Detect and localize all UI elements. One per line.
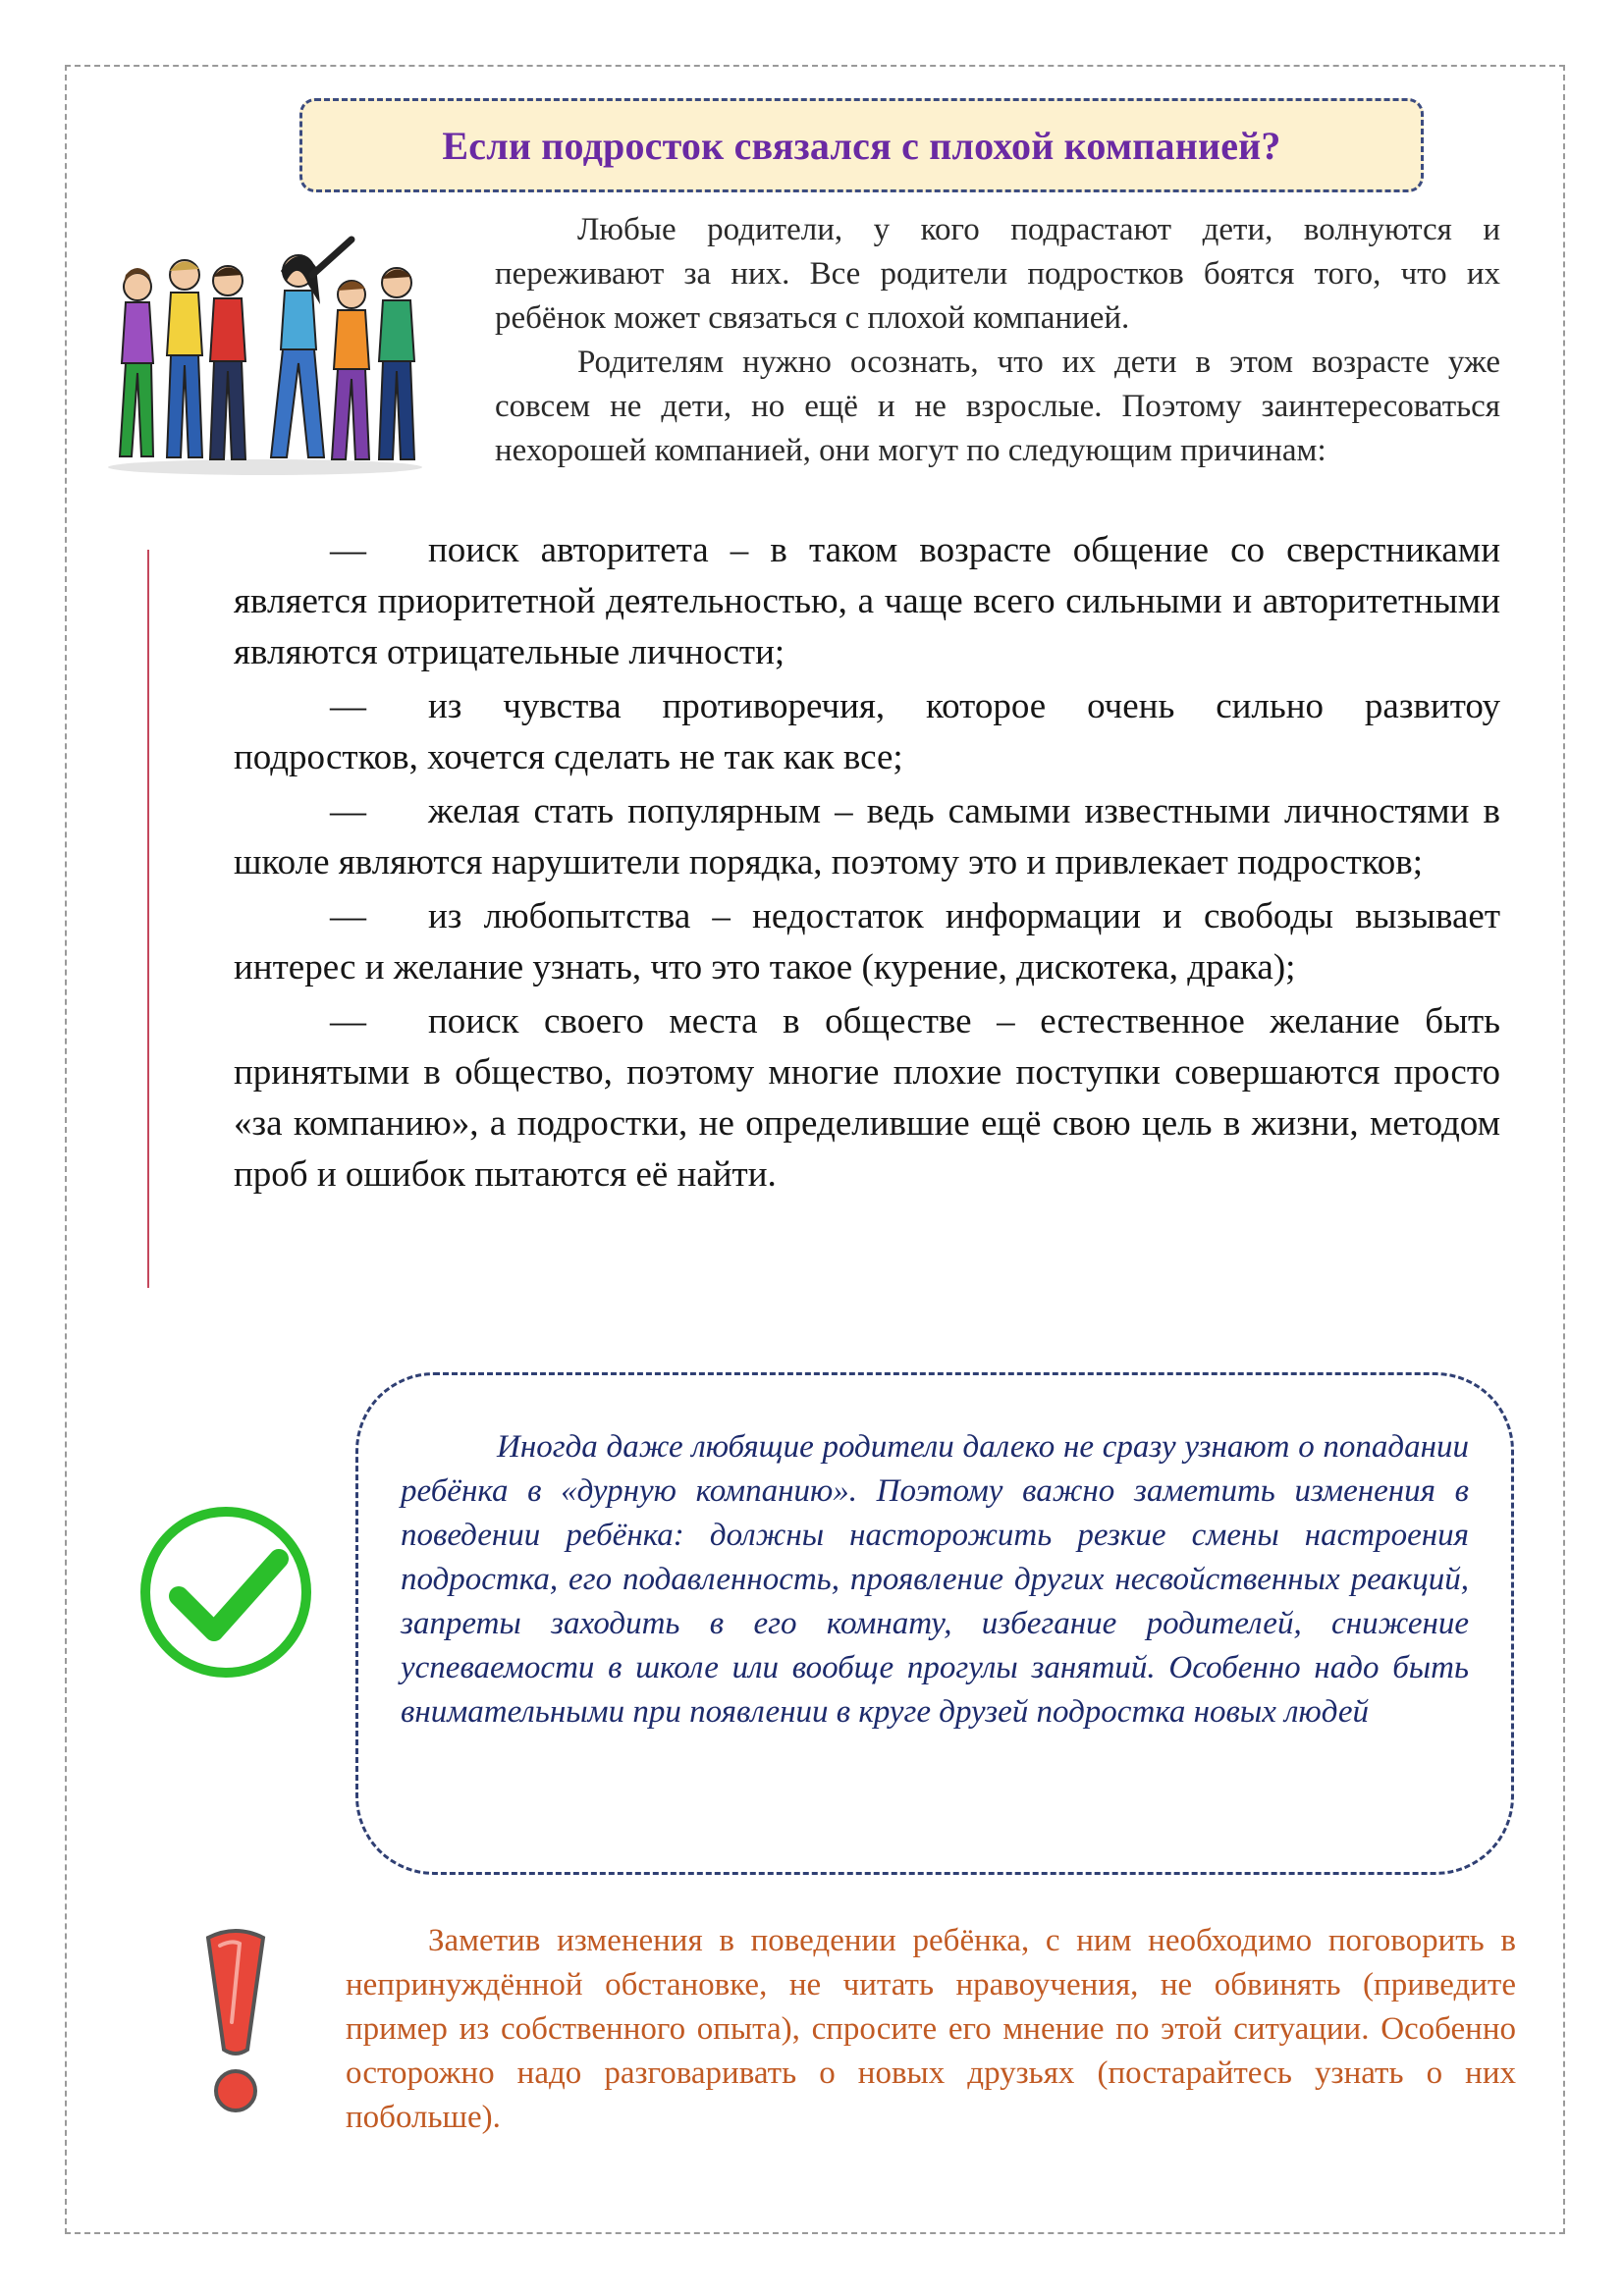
reason-text: желая стать популярным – ведь самыми известными личностями в школе являются нарушители порядка, поэтому это и привлекает подростков; <box>234 791 1500 882</box>
list-item <box>234 891 1500 993</box>
intro-paragraph-1: Любые родители, у кого подрастают дети, волнуются и переживают за них. Все родители подростков боятся того, что их ребёнок может связаться с плохой компанией. <box>495 212 1500 336</box>
note-paragraph: Иногда даже любящие родители далеко не сразу узнают о попадании ребёнка в «дурную компанию». Поэтому важно заметить изменения в поведении ребёнка: должны насторожить резкие смены настроения подростка, его подавленность, проявление других несвойственных реакций, запреты заходить в его комнату, избегание родителей, снижение успеваемости в школе или вообще прогулы занятий. Особенно надо быть внимательными при появлении в круге друзей подростка новых людей <box>401 1429 1469 1730</box>
note-text <box>401 1425 1469 1735</box>
red-exclamation-icon <box>196 1924 275 2120</box>
intro-paragraph-2: Родителям нужно осознать, что их дети в этом возрасте уже совсем не дети, но ещё и не взрослые. Поэтому заинтересоваться нехорошей компанией, они могут по следующим причинам: <box>495 345 1500 468</box>
list-item <box>234 786 1500 888</box>
advice-paragraph: Заметив изменения в поведении ребёнка, с ним необходимо поговорить в непринуждённой обстановке, не читать нравоучения, не обвинять (приведите пример из собственного опыта), спросите его мнение по этой ситуации. Особенно осторожно надо разговаривать о новых друзьях (постарайтесь узнать о них побольше). <box>346 1923 1516 2135</box>
reason-text: поиск авторитета – в таком возрасте общение со сверстниками является приоритетной деятельностью, а чаще всего сильными и авторитетными являются отрицательные личности; <box>234 530 1500 672</box>
reasons-list <box>234 525 1500 1203</box>
reason-text: поиск своего места в обществе – естественное желание быть принятыми в общество, поэтому многие плохие поступки совершаются просто «за компанию», а подростки, не определившие ещё свою цель в жизни, методом проб и ошибок пытаются её найти. <box>234 1001 1500 1195</box>
reason-text: из любопытства – недостаток информации и свободы вызывает интерес и желание узнать, что это такое (курение, дискотека, драка); <box>234 896 1500 988</box>
dash-marker: — <box>330 530 366 570</box>
list-item <box>234 681 1500 783</box>
left-decorative-rule <box>147 550 149 1288</box>
dash-marker: — <box>330 791 366 831</box>
reason-text: из чувства противоречия, которое очень сильно развитоу подростков, хочется сделать не так как все; <box>234 686 1500 777</box>
teenagers-group-illustration <box>98 236 432 476</box>
list-item <box>234 525 1500 678</box>
page-title: Если подросток связался с плохой компанией? <box>442 123 1281 168</box>
dash-marker: — <box>330 1001 366 1041</box>
advice-text <box>346 1919 1516 2140</box>
dash-marker: — <box>330 896 366 936</box>
intro-text <box>495 208 1500 473</box>
green-checkmark-icon <box>135 1502 316 1682</box>
dash-marker: — <box>330 686 366 726</box>
title-box <box>299 98 1424 192</box>
list-item <box>234 996 1500 1201</box>
